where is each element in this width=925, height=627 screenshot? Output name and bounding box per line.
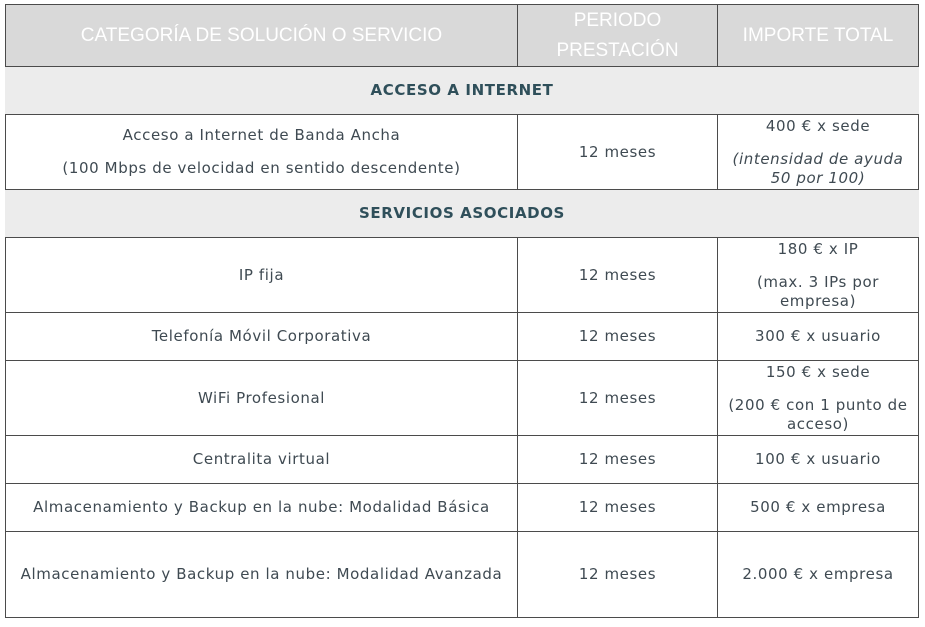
- amount-cell: 2.000 € x empresa: [718, 532, 919, 618]
- table-row: [6, 361, 919, 436]
- section-title-services: SERVICIOS ASOCIADOS: [6, 190, 919, 238]
- section-row-internet: [6, 67, 919, 115]
- amount-note: (intensidad de ayuda 50 por 100): [732, 149, 904, 187]
- table-row: [6, 238, 919, 313]
- table-row: [6, 313, 919, 361]
- table-row: [6, 532, 919, 618]
- category-name: Acceso a Internet de Banda Ancha: [122, 126, 401, 144]
- period-cell: 12 meses: [518, 115, 718, 190]
- table-row: [6, 115, 919, 190]
- category-cell: Almacenamiento y Backup en la nube: Modalidad Avanzada: [6, 532, 518, 618]
- table-row: [6, 484, 919, 532]
- period-cell: 12 meses: [518, 532, 718, 618]
- section-title-internet: ACCESO A INTERNET: [6, 67, 919, 115]
- amount-note: (200 € con 1 punto de acceso): [728, 395, 908, 433]
- section-row-services: [6, 190, 919, 238]
- amount-cell: [718, 361, 919, 436]
- category-cell: Centralita virtual: [6, 436, 518, 484]
- category-detail: (100 Mbps de velocidad en sentido descendente): [62, 159, 461, 177]
- table-header-row: [6, 5, 919, 67]
- header-period-line2: PRESTACIÓN: [556, 39, 679, 61]
- amount-value: 150 € x sede: [765, 362, 871, 381]
- amount-cell: [718, 115, 919, 190]
- header-category: CATEGORÍA DE SOLUCIÓN O SERVICIO: [6, 5, 518, 67]
- amount-cell: [718, 238, 919, 313]
- period-cell: 12 meses: [518, 313, 718, 361]
- amount-note: (max. 3 IPs por empresa): [756, 272, 880, 310]
- header-period: [518, 5, 718, 67]
- amount-value: 180 € x IP: [777, 239, 859, 258]
- amount-cell: 300 € x usuario: [718, 313, 919, 361]
- period-cell: 12 meses: [518, 361, 718, 436]
- amount-cell: 500 € x empresa: [718, 484, 919, 532]
- category-cell: [6, 115, 518, 190]
- table-row: [6, 436, 919, 484]
- amount-cell: 100 € x usuario: [718, 436, 919, 484]
- period-cell: 12 meses: [518, 238, 718, 313]
- period-cell: 12 meses: [518, 436, 718, 484]
- category-cell: WiFi Profesional: [6, 361, 518, 436]
- subsidy-table: [5, 4, 919, 618]
- header-period-line1: PERIODO: [573, 9, 662, 31]
- category-cell: Telefonía Móvil Corporativa: [6, 313, 518, 361]
- period-cell: 12 meses: [518, 484, 718, 532]
- amount-value: 400 € x sede: [765, 116, 871, 135]
- category-cell: Almacenamiento y Backup en la nube: Modalidad Básica: [6, 484, 518, 532]
- category-cell: IP fija: [6, 238, 518, 313]
- header-amount: IMPORTE TOTAL: [718, 5, 919, 67]
